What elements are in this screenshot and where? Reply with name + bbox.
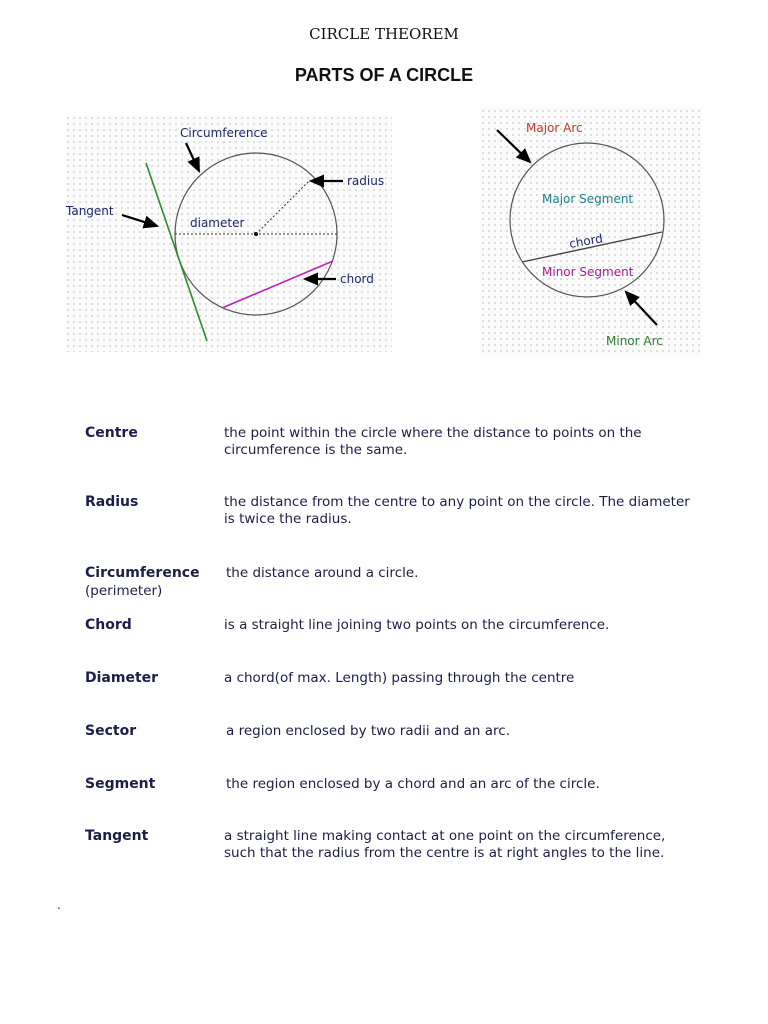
term-label: Tangent (85, 828, 149, 844)
label-minor-segment: Minor Segment (542, 265, 634, 279)
label-minor-arc: Minor Arc (606, 334, 663, 348)
label-circumference: Circumference (180, 126, 268, 140)
term-definition: is a straight line joining two points on the circumference. (224, 617, 610, 633)
tangent-arrow (122, 215, 157, 226)
label-chord-2: chord (568, 231, 604, 251)
term-definition: the distance from the centre to any point on the circle. The diameter is twice the radius. (224, 494, 690, 527)
term-label: Segment (85, 776, 156, 792)
term-definition: a chord(of max. Length) passing through the centre (224, 670, 575, 686)
term-label: Centre (85, 425, 138, 441)
parts-diagram-svg (65, 115, 392, 352)
term-label: Diameter (85, 670, 159, 686)
term-note: (perimeter) (85, 583, 163, 599)
label-diameter: diameter (190, 216, 245, 230)
document-title: CIRCLE THEOREM (309, 25, 459, 43)
tangent-line (146, 163, 207, 341)
parts-of-circle-diagram (65, 115, 392, 352)
label-major-arc: Major Arc (526, 121, 583, 135)
term-label: Chord (85, 617, 132, 633)
term-definition: the distance around a circle. (226, 565, 419, 581)
label-chord: chord (340, 272, 374, 286)
term-definition: the region enclosed by a chord and an arc of the circle. (226, 776, 600, 792)
term-definition: the point within the circle where the distance to points on the circumference is the same. (224, 425, 642, 458)
term-label-group (85, 565, 225, 599)
term-definition: a region enclosed by two radii and an arc. (226, 723, 511, 739)
radius-line (256, 180, 310, 234)
arcs-diagram-svg (480, 108, 701, 355)
label-tangent: Tangent (66, 204, 114, 218)
term-definition: a straight line making contact at one point on the circumference, such that the radius from the centre is at right angles to the line. (224, 828, 666, 861)
minor-arc-arrow (626, 292, 657, 325)
chord-line (222, 261, 333, 308)
arcs-segments-diagram (480, 108, 701, 355)
section-heading: PARTS OF A CIRCLE (294, 65, 474, 85)
label-radius: radius (347, 174, 385, 188)
circumference-arrow (186, 143, 199, 171)
footer-dot: . (57, 898, 61, 912)
label-major-segment: Major Segment (542, 192, 634, 206)
term-label: Circumference (85, 565, 200, 581)
term-label: Sector (85, 723, 137, 739)
term-label: Radius (85, 494, 139, 510)
